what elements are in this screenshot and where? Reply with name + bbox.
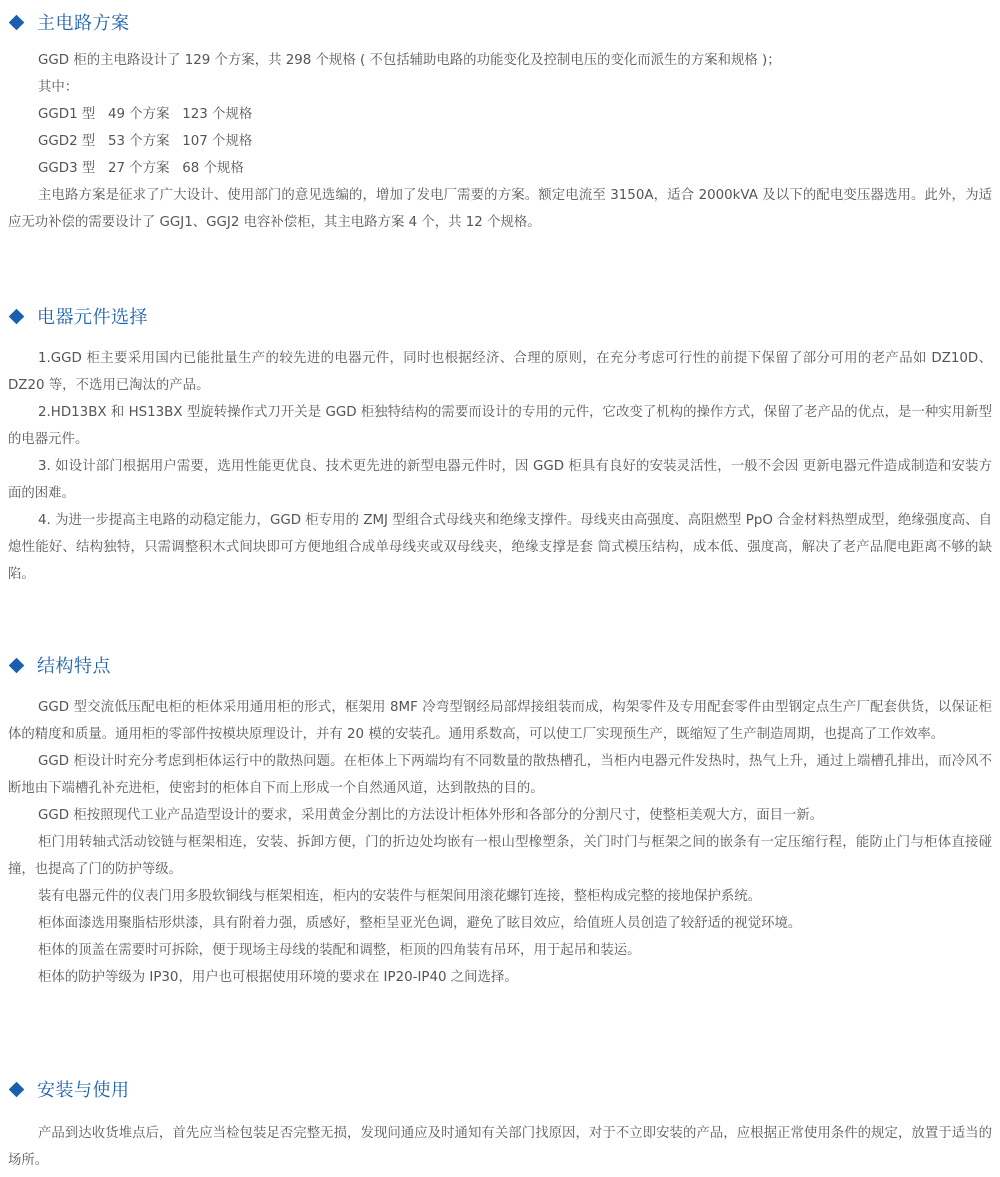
diamond-bullet-icon <box>9 14 25 30</box>
section-body-structure <box>8 694 992 991</box>
paragraph: 1.GGD 柜主要采用国内已能批量生产的较先进的电器元件，同时也根据经济、合理的原则，在充分考虑可行性的前提下保留了部分可用的老产品如 DZ10D、DZ20 等，不选用已淘汰的产品。 <box>8 351 992 393</box>
paragraph: 其中： <box>38 80 79 95</box>
diamond-bullet-icon <box>9 1081 25 1097</box>
section-title: 安装与使用 <box>37 1080 130 1101</box>
diamond-bullet-icon <box>9 308 25 324</box>
section-body-installation <box>8 1120 992 1174</box>
paragraph: 3. 如设计部门根据用户需要，选用性能更优良、技术更先进的新型电器元件时，因 GGD 柜具有良好的安装灵活性，一般不会因 更新电器元件造成制造和安装方面的困难。 <box>8 459 992 501</box>
list-item: GGD2 型 53 个方案 107 个规格 <box>38 134 253 149</box>
section-heading-components <box>8 302 148 330</box>
section-heading-main-circuit <box>8 8 130 36</box>
section-body-components <box>8 345 992 588</box>
paragraph: 装有电器元件的仪表门用多股软铜线与框架相连，柜内的安装件与框架间用滚花螺钉连接，整柜构成完整的接地保护系统。 <box>38 889 762 904</box>
paragraph: 主电路方案是征求了广大设计、使用部门的意见选编的，增加了发电厂需要的方案。额定电流至 3150A，适合 2000kVA 及以下的配电变压器选用。此外，为适应无功补偿的需要设计了 GGJ1、GGJ2 电容补偿柜，其主电路方案 4 个，共 12 个规格。 <box>8 188 992 230</box>
paragraph: GGD 柜设计时充分考虑到柜体运行中的散热问题。在柜体上下两端均有不同数量的散热槽孔，当柜内电器元件发热时，热气上升，通过上端槽孔排出，而冷风不断地由下端槽孔补充进柜，使密封的柜体自下而上形成一个自然通风道，达到散热的目的。 <box>8 754 992 796</box>
section-heading-installation <box>8 1075 130 1103</box>
paragraph: 柜门用转轴式活动铰链与框架相连，安装、拆卸方便，门的折边处均嵌有一根山型橡塑条，关门时门与框架之间的嵌条有一定压缩行程，能防止门与柜体直接碰撞，也提高了门的防护等级。 <box>8 835 992 877</box>
section-title: 主电路方案 <box>37 13 130 34</box>
paragraph: 2.HD13BX 和 HS13BX 型旋转操作式刀开关是 GGD 柜独特结构的需要而设计的专用的元件，它改变了机构的操作方式，保留了老产品的优点，是一种实用新型的电器元件。 <box>8 405 992 447</box>
diamond-bullet-icon <box>9 657 25 673</box>
paragraph: 产品到达收货堆点后，首先应当检包装足否完整无损，发现问通应及时通知有关部门找原因，对于不立即安装的产品，应根据正常使用条件的规定，放置于适当的场所。 <box>8 1126 992 1168</box>
list-item: GGD3 型 27 个方案 68 个规格 <box>38 161 244 176</box>
paragraph: 4. 为进一步提高主电路的动稳定能力，GGD 柜专用的 ZMJ 型组合式母线夹和绝缘支撑件。母线夹由高强度、高阻燃型 PpO 合金材料热塑成型，绝缘强度高、自熄性能好、结构独特，只需调整积木式间块即可方便地组合成单母线夹或双母线夹，绝缘支撑是套 筒式模压结构，成本低、强度高，解决了老产品爬电距离不够的缺陷。 <box>8 513 992 582</box>
section-title: 电器元件选择 <box>37 307 148 328</box>
paragraph: GGD 型交流低压配电柜的柜体采用通用柜的形式，框架用 8MF 冷弯型钢经局部焊接组装而成，构架零件及专用配套零件由型钢定点生产厂配套供货，以保证柜体的精度和质量。通用柜的零部件按模块原理设计，并有 20 模的安装孔。通用系数高，可以使工厂实现预生产，既缩短了生产制造周期，也提高了工作效率。 <box>8 700 992 742</box>
paragraph: 柜体的顶盖在需要时可拆除，便于现场主母线的装配和调整，柜顶的四角装有吊环，用于起吊和装运。 <box>38 943 641 958</box>
paragraph: GGD 柜的主电路设计了 129 个方案，共 298 个规格 ( 不包括辅助电路的功能变化及控制电压的变化而派生的方案和规格 )； <box>38 53 781 68</box>
section-title: 结构特点 <box>37 656 111 677</box>
paragraph: GGD 柜按照现代工业产品造型设计的要求，采用黄金分割比的方法设计柜体外形和各部分的分割尺寸，使整柜美观大方，面目一新。 <box>38 808 824 823</box>
list-item: GGD1 型 49 个方案 123 个规格 <box>38 107 253 122</box>
section-body-main-circuit <box>8 47 992 236</box>
section-heading-structure <box>8 651 111 679</box>
paragraph: 柜体的防护等级为 IP30，用户也可根据使用环境的要求在 IP20-IP40 之间选择。 <box>38 970 518 985</box>
paragraph: 柜体面漆选用聚脂桔形烘漆，具有附着力强，质感好，整柜呈亚光色调，避免了眩目效应，给值班人员创造了较舒适的视觉环境。 <box>38 916 802 931</box>
